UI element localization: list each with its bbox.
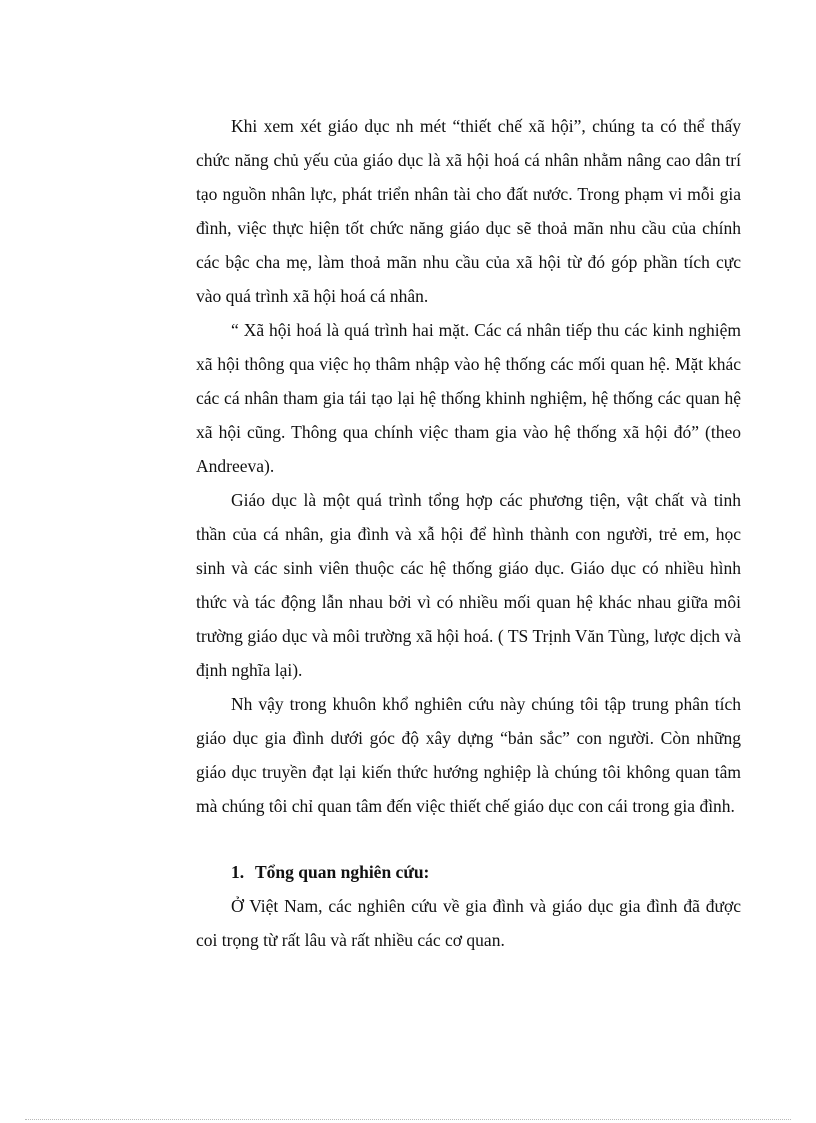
- paragraph-education-definition: Giáo dục là một quá trình tổng hợp các phương tiện, vật chất và tinh thần của cá nhân, gia đình và xẫ hội để hình thành con người, trẻ em, học sinh và các sinh viên thuộc các hệ thống giáo dục. Giáo dục có nhiều hình thức và tác động lẫn nhau bởi vì có nhiều mối quan hệ khác nhau giữa môi trường giáo dục và môi trường xã hội hoá. ( TS Trịnh Văn Tùng, lược dịch và định nghĩa lại).: [196, 490, 741, 680]
- page-bottom-divider: [25, 1119, 791, 1120]
- section-title: Tổng quan nghiên cứu:: [255, 862, 430, 882]
- section-number: 1.: [231, 862, 245, 882]
- paragraph-research-overview: Ở Việt Nam, các nghiên cứu về gia đình và giáo dục gia đình đã được coi trọng từ rất lâu và rất nhiều các cơ quan.: [196, 896, 741, 950]
- paragraph-research-scope: Nh vậy trong khuôn khổ nghiên cứu này chúng tôi tập trung phân tích giáo dục gia đình dưới góc độ xây dựng “bản sắc” con người. Còn những giáo dục truyền đạt lại kiến thức hướng nghiệp là chúng tôi không quan tâm mà chúng tôi chỉ quan tâm đến việc thiết chế giáo dục con cái trong gia đình.: [196, 694, 741, 816]
- paragraph-andreeva-quote: “ Xã hội hoá là quá trình hai mặt. Các cá nhân tiếp thu các kinh nghiệm xã hội thông qua việc họ thâm nhập vào hệ thống các mối quan hệ. Mặt khác các cá nhân tham gia tái tạo lại hệ thống khinh nghiệm, hệ thống các quan hệ xã hội cũng. Thông qua chính việc tham gia vào hệ thống xã hội đó” (theo Andreeva).: [196, 320, 741, 476]
- document-body: [196, 109, 741, 957]
- section-heading: [196, 855, 741, 889]
- paragraph-social-institution: Khi xem xét giáo dục nh mét “thiết chế xã hội”, chúng ta có thể thấy chức năng chủ yếu của giáo dục là xã hội hoá cá nhân nhằm nâng cao dân trí tạo nguồn nhân lực, phát triển nhân tài cho đất nước. Trong phạm vi mỗi gia đình, việc thực hiện tốt chức năng giáo dục sẽ thoả mãn nhu cầu của chính các bậc cha mẹ, làm thoả mãn nhu cầu của xã hội từ đó góp phần tích cực vào quá trình xã hội hoá cá nhân.: [196, 116, 741, 306]
